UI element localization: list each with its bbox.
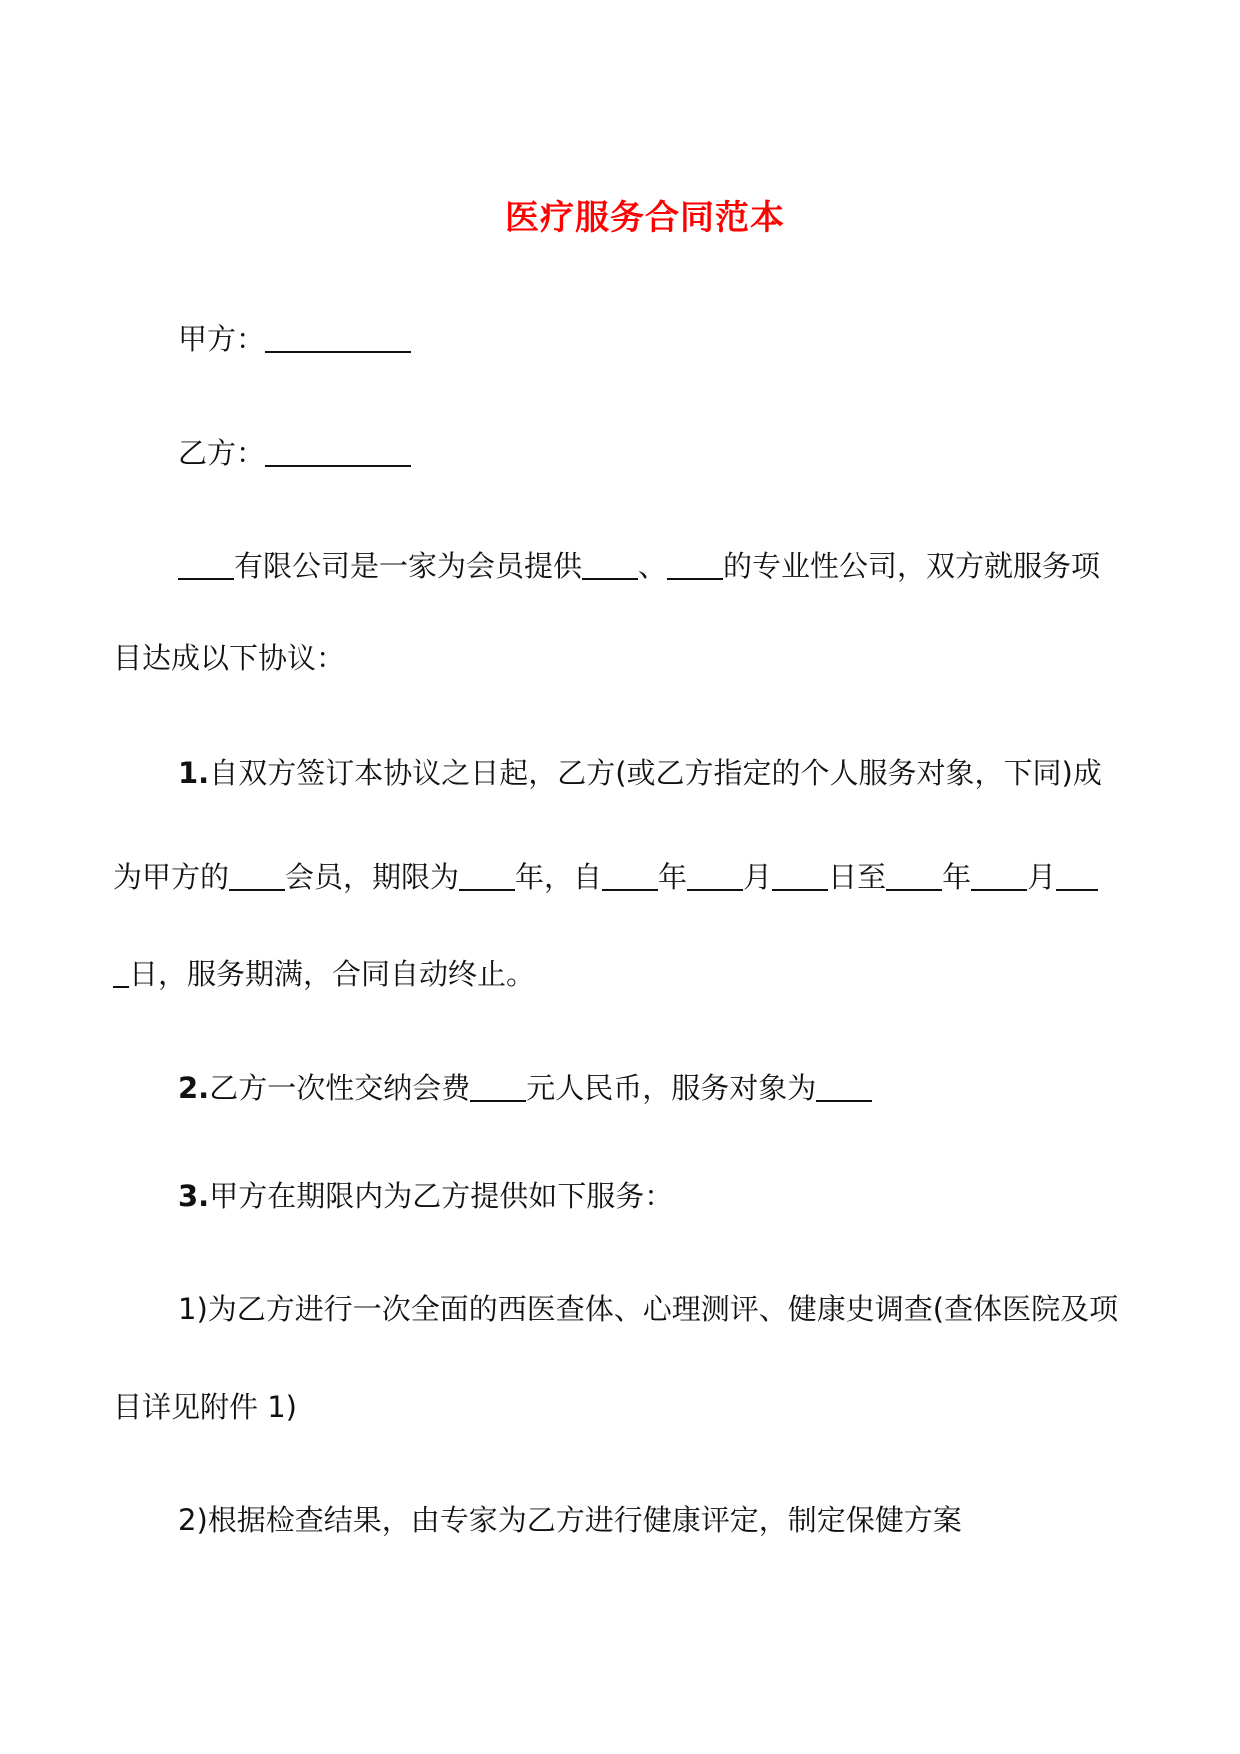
end-day-blank-part-1[interactable] (1056, 855, 1098, 891)
member-type-blank[interactable] (229, 855, 285, 891)
item-1-text-2: 目详见附件 1) (113, 1390, 297, 1424)
service-blank-2[interactable] (667, 544, 723, 580)
service-target-blank[interactable] (816, 1066, 872, 1102)
item-1-text-1: 1)为乙方进行一次全面的西医查体、心理测评、健康史调查(查体医院及项 (178, 1292, 1119, 1326)
item-1-line-2 (113, 1387, 297, 1427)
end-day-blank-part-2[interactable] (113, 952, 129, 988)
end-year-blank[interactable] (886, 855, 942, 891)
clause-2-text-b: 元人民币，服务对象为 (526, 1071, 817, 1105)
term-years-blank[interactable] (459, 855, 515, 891)
clause-2-text-a: 乙方一次性交纳会费 (209, 1071, 471, 1105)
item-1-line-1 (178, 1289, 1118, 1329)
clause-1-text-2e: 月 (743, 860, 773, 894)
clause-3-text: 甲方在期限内为乙方提供如下服务： (209, 1179, 674, 1213)
party-a-label: 甲方： (178, 322, 266, 356)
party-b-line (178, 427, 411, 473)
start-year-blank[interactable] (602, 855, 658, 891)
clause-1-line-2 (113, 851, 1098, 897)
clause-1-number: 1. (178, 756, 210, 790)
clause-1-text-2c: 年，自 (515, 860, 603, 894)
clause-1-text-2b: 会员，期限为 (285, 860, 460, 894)
fee-amount-blank[interactable] (470, 1066, 526, 1102)
service-blank-1[interactable] (582, 544, 638, 580)
clause-1-line-1 (178, 753, 1102, 793)
clause-1-text-2d: 年 (658, 860, 688, 894)
item-2-text: 2)根据检查结果，由专家为乙方进行健康评定，制定保健方案 (178, 1503, 962, 1537)
start-day-blank[interactable] (772, 855, 828, 891)
clause-3-line (178, 1176, 673, 1216)
clause-3-number: 3. (178, 1179, 210, 1213)
intro-text-3: 目达成以下协议： (113, 641, 346, 675)
item-2-line (178, 1500, 962, 1540)
company-name-blank[interactable] (178, 544, 234, 580)
intro-text-2: 的专业性公司，双方就服务项 (723, 549, 1101, 583)
intro-line-2 (113, 638, 345, 678)
party-b-label: 乙方： (178, 436, 266, 470)
clause-1-text-2h: 月 (1027, 860, 1057, 894)
clause-1-line-3 (113, 948, 535, 994)
start-month-blank[interactable] (687, 855, 743, 891)
party-a-blank[interactable] (265, 317, 411, 353)
clause-1-text-3: 日，服务期满，合同自动终止。 (129, 957, 536, 991)
end-month-blank[interactable] (971, 855, 1027, 891)
party-b-blank[interactable] (265, 431, 411, 467)
intro-line-1 (178, 540, 1100, 586)
clause-2-number: 2. (178, 1071, 210, 1105)
party-a-line (178, 313, 411, 359)
clause-1-text-2a: 为甲方的 (113, 860, 230, 894)
clause-1-text-2g: 年 (942, 860, 972, 894)
clause-2-line (178, 1062, 872, 1108)
clause-1-text-2f: 日至 (828, 860, 887, 894)
clause-1-text-1: 自双方签订本协议之日起，乙方(或乙方指定的个人服务对象，下同)成 (209, 756, 1102, 790)
intro-sep: 、 (638, 549, 668, 583)
intro-text-1: 有限公司是一家为会员提供 (234, 549, 583, 583)
document-title: 医疗服务合同范本 (505, 198, 785, 238)
